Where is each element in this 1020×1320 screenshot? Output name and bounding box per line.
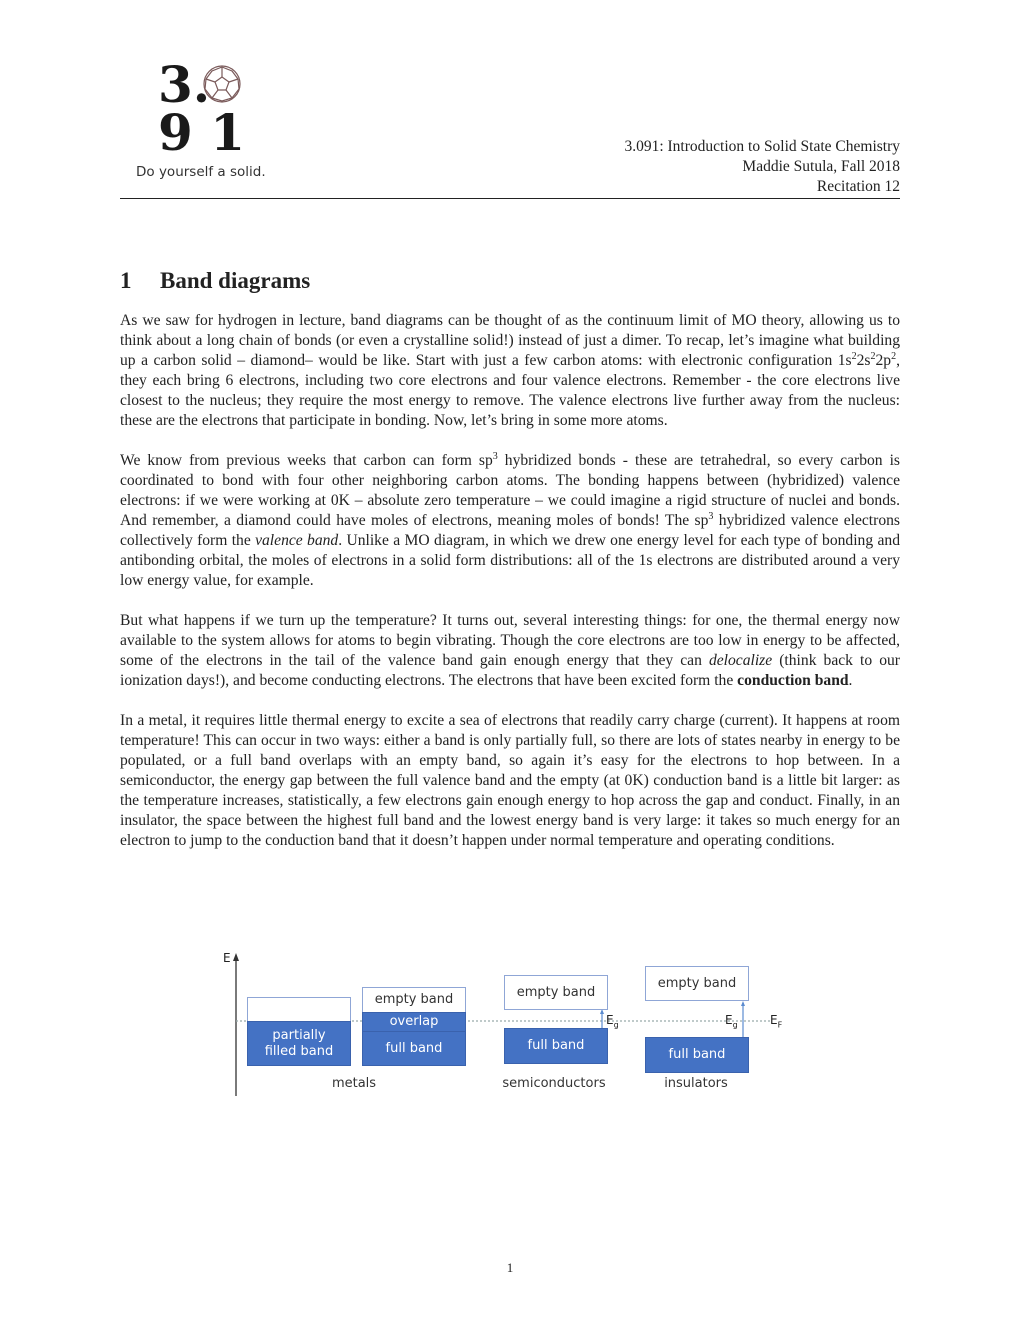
text-run: , they each bring 6 electrons, including two core electrons and four valence electrons. Remember - the core electrons live closest to the nucleus; they require the most energy to remove. The valence electrons live further away from the nucleus: these are the electrons that participate in bonding. Now, let’s bring in some more atoms. (120, 352, 900, 429)
paragraph (120, 711, 900, 851)
text-run: But what happens if we turn up the temperature? It turns out, several interesting things: for one, the thermal energy now available to the system allows for atoms to begin vibrating. Though the core electrons are too low in energy to be affected, some of the electrons in the tail of the valence band gain enough energy that they can (120, 612, 900, 669)
metal-partial-empty (247, 997, 351, 1022)
text-run: delocalize (708, 652, 773, 669)
partially-filled-label: partially filled band (264, 1027, 334, 1059)
paragraph (120, 311, 900, 431)
text-run: We know from previous weeks that carbon can form sp (120, 452, 493, 469)
paragraph (120, 611, 900, 691)
course-title: 3.091: Introduction to Solid State Chemistry (624, 138, 900, 155)
course-logo (136, 55, 276, 188)
metal-empty-band (362, 987, 466, 1013)
energy-axis-label: E (223, 951, 231, 965)
buckyball-icon (202, 64, 242, 104)
semiconductor-empty-band (504, 975, 608, 1010)
full-band-label: full band (527, 1038, 585, 1053)
text-run: As we saw for hydrogen in lecture, band diagrams can be thought of as the continuum limit of MO theory, allowing us to think about a long chain of bonds (or even a crystalline solid!) instead of just a dimer. To recap, let’s imagine what building up a carbon solid – diamond– would be like. Start with just a few carbon atoms: with electronic configuration 1s (120, 312, 900, 369)
text-run: (think back to our ionization days!), and become conducting electrons. The electrons that have been excited form the (120, 652, 900, 689)
session: Recitation 12 (816, 178, 900, 195)
text-run: In a metal, it requires little thermal energy to excite a sea of electrons that readily carry charge (current). It happens at room temperature! This can occur in two ways: either a band is only partially full, so there are lots of states nearby in energy to be populated, or a full band overlaps with an empty band, so again it’s easy for the electrons to hop between. In a semiconductor, the energy gap between the full valence band and the empty (at 0K) conduction band is a little bit larger: as the temperature increases, statistically, a few electrons gain enough energy to hop across the gap and conduct. Finally, in an insulator, the space between the highest full band and the lowest energy band is very large: it takes so much energy for an electron to jump to the conduction band that it doesn’t happen under normal temperature and operating conditions. (120, 712, 900, 849)
text-run: . (848, 672, 853, 689)
full-band-label: full band (385, 1040, 443, 1056)
author: Maddie Sutula, Fall 2018 (742, 158, 900, 175)
logo-tagline: Do yourself a solid. (136, 164, 266, 180)
metals-label: metals (331, 1076, 377, 1091)
empty-band-label: empty band (516, 984, 596, 1000)
insulator-empty-band (645, 966, 749, 1001)
text-run: 2 (891, 350, 897, 362)
semiconductor-full-band (504, 1028, 608, 1064)
body-text (120, 311, 900, 871)
full-band-label: full band (668, 1047, 726, 1062)
axis-arrow-icon (233, 953, 239, 961)
insulator-full-band (645, 1037, 749, 1073)
text-run: valence band (255, 532, 339, 549)
empty-band-label: empty band (657, 975, 737, 991)
text-run: 2s (856, 352, 871, 369)
empty-band-label: empty band (374, 992, 454, 1007)
logo-number-bottom: 9 1 (158, 103, 245, 162)
partially-filled-band (247, 1021, 351, 1066)
header-rule (120, 198, 900, 199)
text-run: hybridized valence electrons collectively form the (120, 512, 900, 549)
page-number: 1 (506, 1260, 514, 1275)
text-run: 3 (492, 450, 498, 462)
text-run: hybridized bonds - these are tetrahedral, so every carbon is coordinated to bond with four other neighboring carbon atoms. The bonding happens between (hybridized) valence electrons: if we were working at 0K – absolute zero temperature – we could imagine a rigid structure of nuclei and bonds. And remember, a diamond could have moles of electrons, meaning moles of bonds! The sp (120, 452, 900, 529)
metal-full-band (362, 1031, 466, 1066)
text-run: 2 (870, 350, 876, 362)
text-run: 2p (875, 352, 892, 369)
paragraph (120, 451, 900, 591)
text-run: conduction band (737, 672, 849, 689)
fermi-level-label: $E_F$ (770, 1013, 783, 1030)
insulators-label: insulators (664, 1076, 728, 1091)
semiconductors-label: semiconductors (502, 1076, 606, 1091)
section-number: 1 (120, 268, 132, 293)
overlap-band (362, 1012, 466, 1032)
overlap-label: overlap (389, 1014, 439, 1029)
insulator-gap-label: $E_g$ (725, 1013, 738, 1030)
text-run: . Unlike a MO diagram, in which we drew one energy level for each type of bonding and antibonding orbital, the moles of electrons in a solid form distributions: all of the 1s electrons are distributed around a very low energy value, for example. (120, 532, 900, 589)
document-header (624, 137, 900, 197)
text-run: 3 (708, 510, 714, 522)
semiconductor-gap-label: $E_g$ (606, 1013, 619, 1030)
section-heading (120, 268, 310, 294)
text-run: 2 (851, 350, 857, 362)
logo-number-top: 3. (158, 55, 211, 114)
section-title: Band diagrams (160, 268, 311, 293)
